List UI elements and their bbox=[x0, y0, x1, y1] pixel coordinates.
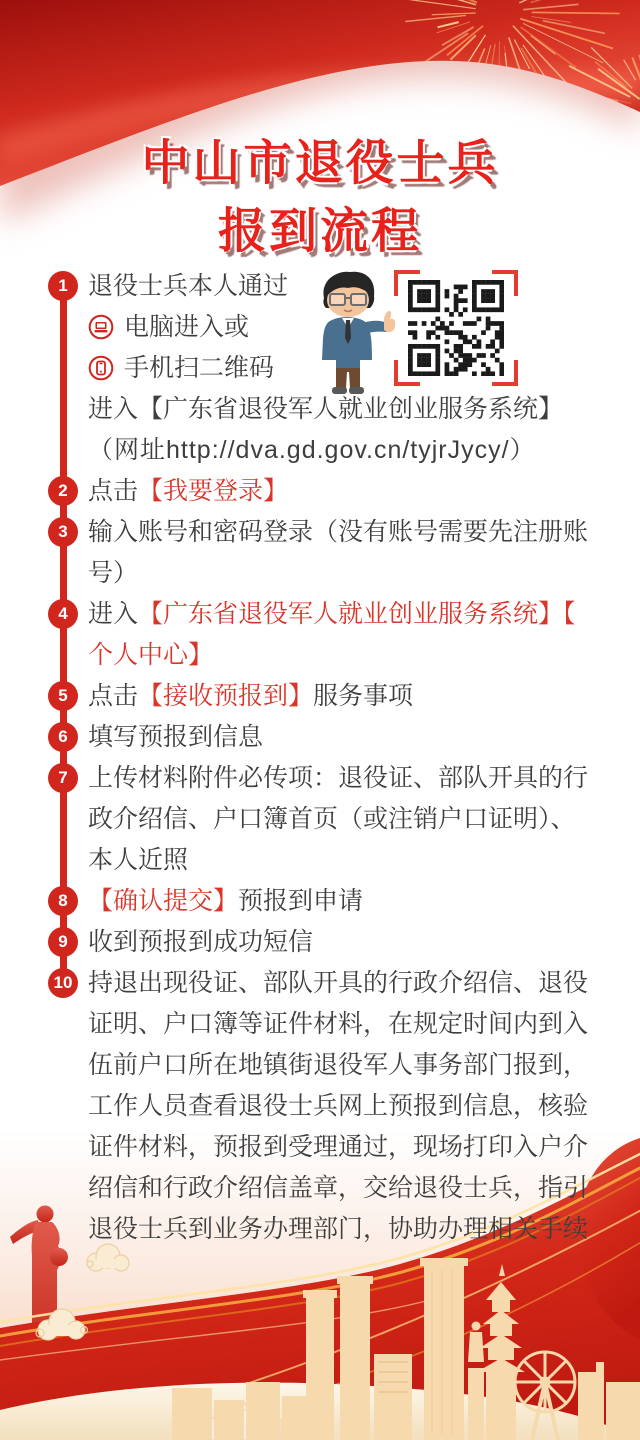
step-number-badge: 5 bbox=[48, 681, 78, 711]
steps-list bbox=[38, 266, 608, 1250]
title-line-2: 报到流程 bbox=[217, 205, 422, 258]
step-number-badge: 1 bbox=[48, 271, 78, 301]
step-number-badge: 4 bbox=[48, 599, 78, 629]
step-item-3: 3 输入账号和密码登录（没有账号需要先注册账号） bbox=[38, 512, 608, 594]
step-number-badge: 9 bbox=[48, 927, 78, 957]
step-item-9: 9 收到预报到成功短信 bbox=[38, 922, 608, 963]
confirm-submit-label: 【确认提交】 bbox=[88, 887, 239, 915]
step-number-badge: 6 bbox=[48, 722, 78, 752]
step1-line4: 进入【广东省退役军人就业创业服务系统】 bbox=[88, 395, 564, 423]
step-number-badge: 2 bbox=[48, 476, 78, 506]
title-line-1: 中山市退役士兵 bbox=[141, 137, 499, 190]
step1-line1: 退役士兵本人通过 bbox=[88, 272, 289, 300]
step-item-1 bbox=[38, 266, 608, 471]
step1-line3: 手机扫二维码 bbox=[88, 348, 594, 389]
smartphone-icon bbox=[88, 353, 114, 379]
pre-report-label: 【接收预报到】 bbox=[138, 682, 314, 710]
statue-silhouette bbox=[468, 1322, 484, 1440]
step-number-badge: 3 bbox=[48, 517, 78, 547]
personal-center-label: 【个人中心】 bbox=[88, 600, 576, 669]
step-number-badge: 8 bbox=[48, 886, 78, 916]
step-item-10: 10 持退出现役证、部队开具的行政介绍信、退役证明、户口簿等证件材料，在规定时间内到入伍前户口所在地镇街退役军人事务部门报到，工作人员查看退役士兵网上预报到信息，核验证件材料，预报到受理通过，现场打印入户介绍信和行政介绍信盖章，交给退役士兵，指引退役士兵到业务办理部门，协助办理相关手续 bbox=[38, 963, 608, 1250]
step-number-badge: 7 bbox=[48, 763, 78, 793]
step-item-7: 7 上传材料附件必传项：退役证、部队开具的行政介绍信、户口簿首页（或注销户口证明）、本人近照 bbox=[38, 758, 608, 881]
step-item-6: 6 填写预报到信息 bbox=[38, 717, 608, 758]
step-number-badge: 10 bbox=[48, 968, 78, 998]
system-name-label: 【广东省退役军人就业创业服务系统】 bbox=[138, 600, 564, 628]
step-item-5: 5 点击【接收预报到】服务事项 bbox=[38, 676, 608, 717]
system-url: （网址http://dva.gd.gov.cn/tyjrJycy/） bbox=[88, 436, 536, 464]
step-item-8: 8 【确认提交】预报到申请 bbox=[38, 881, 608, 922]
computer-icon bbox=[88, 312, 114, 338]
step1-line2: 电脑进入或 bbox=[88, 307, 594, 348]
step-item-4: 4 进入【广东省退役军人就业创业服务系统】【个人中心】 bbox=[38, 594, 608, 676]
login-button-label: 【我要登录】 bbox=[138, 477, 289, 505]
page-title bbox=[0, 130, 640, 266]
step-item-2: 2 点击【我要登录】 bbox=[38, 471, 608, 512]
